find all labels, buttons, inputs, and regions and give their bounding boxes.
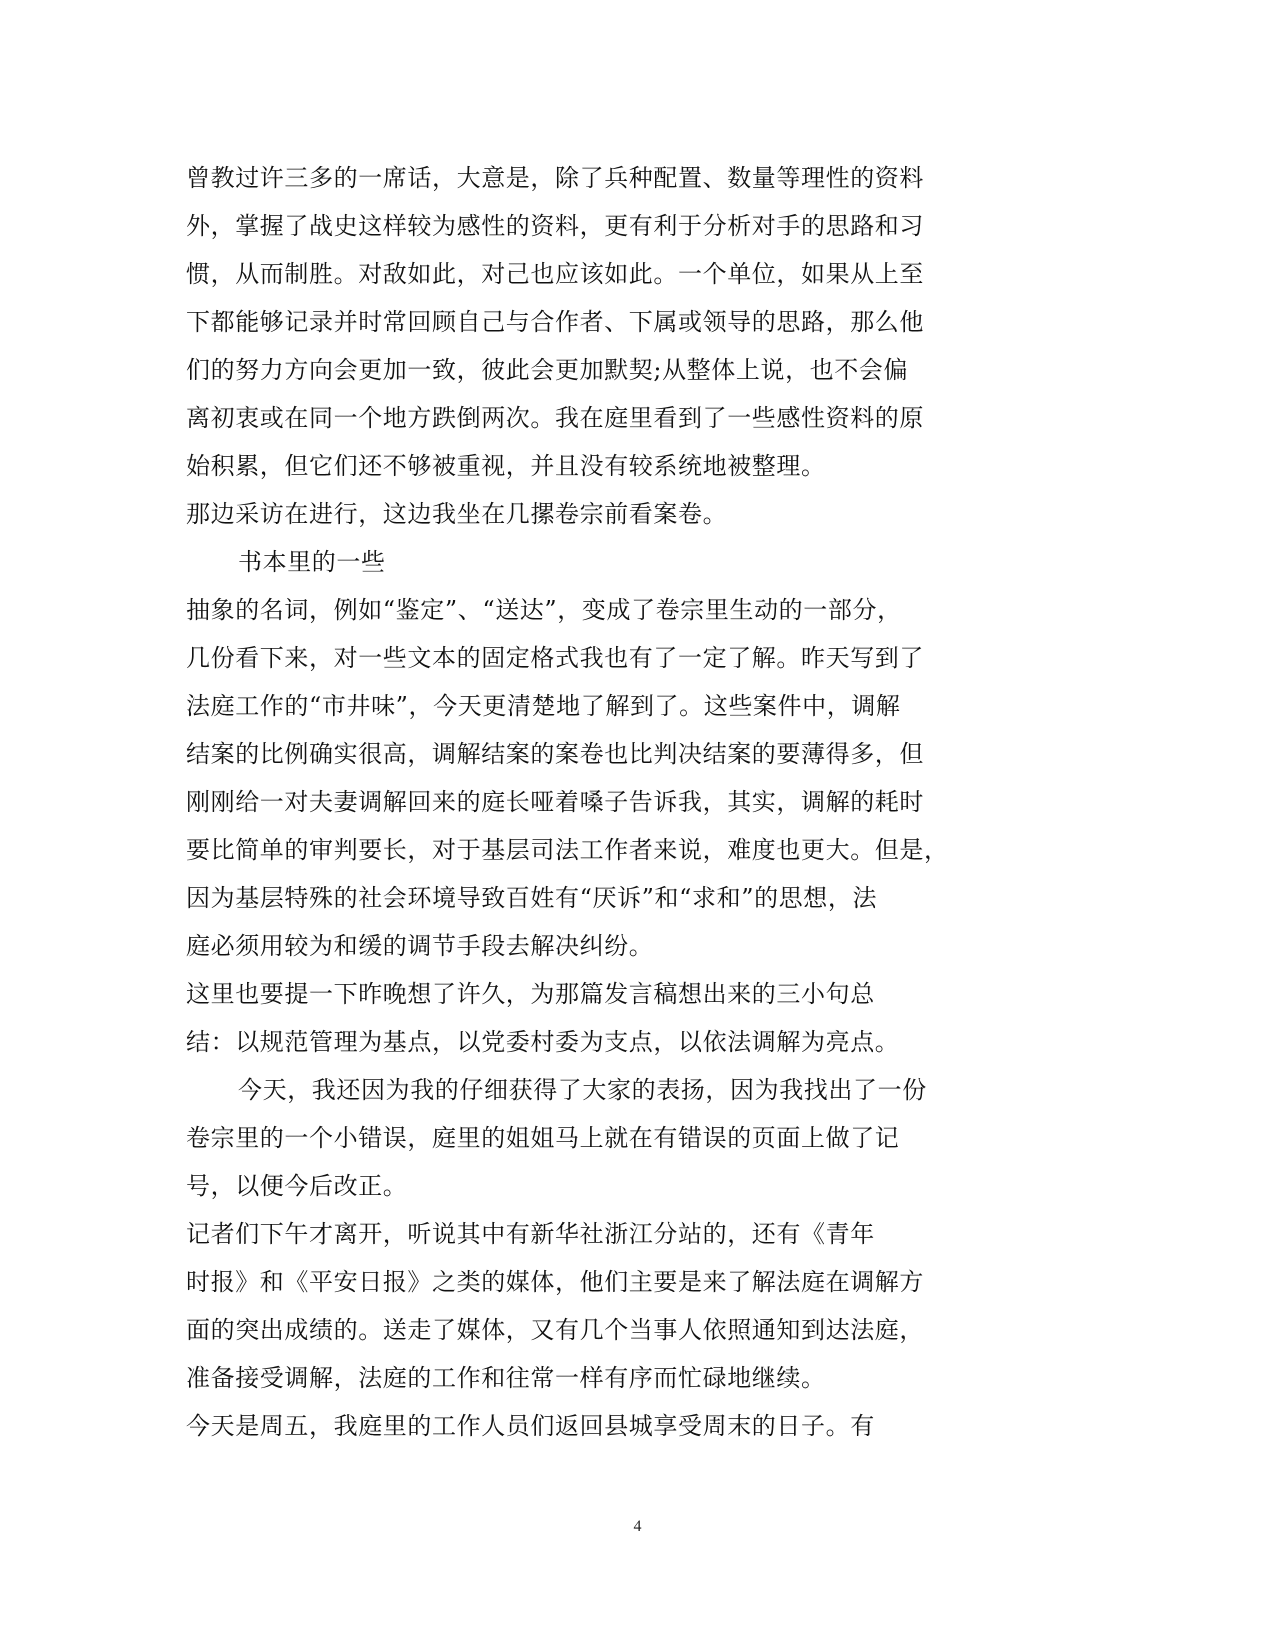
text-line: 们的努力方向会更加一致，彼此会更加默契;从整体上说，也不会偏	[186, 356, 909, 384]
text-line: 曾教过许三多的一席话，大意是，除了兵种配置、数量等理性的资料	[186, 164, 924, 192]
text-line: 号，以便今后改正。	[186, 1172, 408, 1200]
text-line: 这里也要提一下昨晚想了许久，为那篇发言稿想出来的三小句总	[186, 980, 875, 1008]
text-line: 下都能够记录并时常回顾自己与合作者、下属或领导的思路，那么他	[186, 308, 924, 336]
page-number: 4	[633, 1518, 642, 1535]
text-line: 今天是周五，我庭里的工作人员们返回县城享受周末的日子。有	[186, 1412, 875, 1440]
text-line: 始积累，但它们还不够被重视，并且没有较系统地被整理。	[186, 452, 826, 480]
text-line: 几份看下来，对一些文本的固定格式我也有了一定了解。昨天写到了	[186, 644, 924, 672]
text-line: 庭必须用较为和缓的调节手段去解决纠纷。	[186, 932, 654, 960]
text-line: 刚刚给一对夫妻调解回来的庭长哑着嗓子告诉我，其实，调解的耗时	[186, 788, 924, 816]
text-line: 卷宗里的一个小错误，庭里的姐姐马上就在有错误的页面上做了记	[186, 1124, 900, 1152]
text-line: 抽象的名词，例如“鉴定”、“送达”，变成了卷宗里生动的一部分，	[186, 596, 902, 624]
text-line: 时报》和《平安日报》之类的媒体，他们主要是来了解法庭在调解方	[186, 1268, 924, 1296]
text-line: 因为基层特殊的社会环境导致百姓有“厌诉”和“求和”的思想，法	[186, 884, 878, 912]
text-line: 准备接受调解，法庭的工作和往常一样有序而忙碌地继续。	[186, 1364, 826, 1392]
body-text	[186, 154, 956, 1450]
text-line: 面的突出成绩的。送走了媒体，又有几个当事人依照通知到达法庭，	[186, 1316, 924, 1344]
text-line: 外，掌握了战史这样较为感性的资料，更有利于分析对手的思路和习	[186, 212, 924, 240]
text-line: 今天，我还因为我的仔细获得了大家的表扬，因为我找出了一份	[238, 1076, 927, 1104]
text-line: 离初衷或在同一个地方跌倒两次。我在庭里看到了一些感性资料的原	[186, 404, 924, 432]
text-line: 结：以规范管理为基点，以党委村委为支点，以依法调解为亮点。	[186, 1028, 900, 1056]
text-line: 那边采访在进行，这边我坐在几摞卷宗前看案卷。	[186, 500, 728, 528]
text-line: 法庭工作的“市井味”，今天更清楚地了解到了。这些案件中，调解	[186, 692, 901, 720]
text-line: 记者们下午才离开，听说其中有新华社浙江分站的，还有《青年	[186, 1220, 875, 1248]
text-line: 惯，从而制胜。对敌如此，对己也应该如此。一个单位，如果从上至	[186, 260, 924, 288]
text-line: 结案的比例确实很高，调解结案的案卷也比判决结案的要薄得多，但	[186, 740, 924, 768]
text-line: 书本里的一些	[238, 548, 386, 576]
text-line: 要比简单的审判要长，对于基层司法工作者来说，难度也更大。但是，	[186, 836, 949, 864]
